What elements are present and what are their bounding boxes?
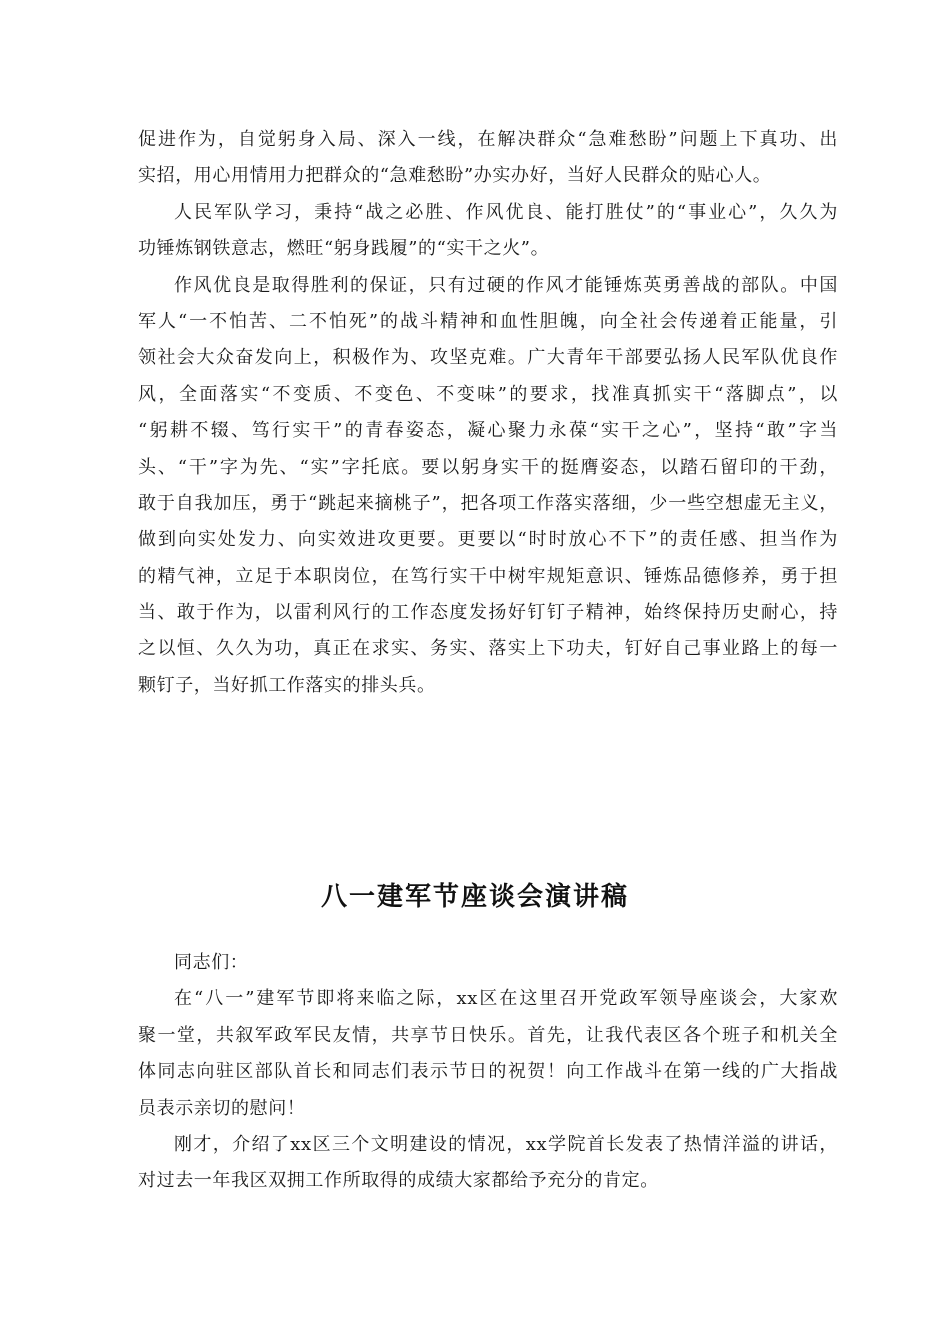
body-text-section-2 bbox=[138, 945, 838, 1200]
text-line: 对过去一年我区双拥工作所取得的成绩大家都给予充分的肯定。 bbox=[138, 1170, 659, 1192]
text-line: 实招，用心用情用力把群众的“急难愁盼”办实办好，当好人民群众的贴心人。 bbox=[138, 165, 772, 187]
document-title: 八一建军节座谈会演讲稿 bbox=[320, 882, 629, 912]
text-line: 员表示亲切的慰问！ bbox=[138, 1097, 306, 1119]
paragraph-start-line: 在“八一”建军节即将来临之际，xx区在这里召开党政军领导座谈会，大家欢 bbox=[174, 988, 838, 1010]
paragraph-start-line: 刚才，介绍了xx区三个文明建设的情况，xx学院首长发表了热情洋溢的讲话， bbox=[174, 1133, 838, 1155]
paragraph-start-line: 作风优良是取得胜利的保证，只有过硬的作风才能锤炼英勇善战的部队。中国 bbox=[174, 274, 838, 296]
text-line: 聚一堂，共叙军政军民友情，共享节日快乐。首先，让我代表区各个班子和机关全 bbox=[138, 1024, 838, 1046]
text-line: 之以恒、久久为功，真正在求实、务实、落实上下功夫，钉好自己事业路上的每一 bbox=[138, 638, 838, 660]
text-line: 体同志向驻区部队首长和同志们表示节日的祝贺！向工作战斗在第一线的广大指战 bbox=[138, 1061, 838, 1083]
body-text-section-1 bbox=[138, 122, 838, 704]
paragraph-start-line: 人民军队学习，秉持“战之必胜、作风优良、能打胜仗”的“事业心”，久久为 bbox=[174, 201, 838, 223]
text-line: 当、敢于作为，以雷利风行的工作态度发扬好钉钉子精神，始终保持历史耐心，持 bbox=[138, 602, 838, 624]
salutation-line: 同志们： bbox=[174, 952, 249, 973]
text-line: 头、“干”字为先、“实”字托底。要以躬身实干的挺膺姿态，以踏石留印的干劲， bbox=[138, 456, 838, 478]
text-line: 军人“一不怕苦、二不怕死”的战斗精神和血性胆魄，向全社会传递着正能量，引 bbox=[138, 310, 838, 332]
text-line: “躬耕不辍、笃行实干”的青春姿态，凝心聚力永葆“实干之心”，坚持“敢”字当 bbox=[138, 420, 838, 442]
text-line: 敢于自我加压，勇于“跳起来摘桃子”，把各项工作落实落细，少一些空想虚无主义， bbox=[138, 492, 838, 514]
text-line: 领社会大众奋发向上，积极作为、攻坚克难。广大青年干部要弘扬人民军队优良作 bbox=[138, 347, 838, 369]
text-line: 风，全面落实“不变质、不变色、不变味”的要求，找准真抓实干“落脚点”，以 bbox=[138, 383, 838, 405]
text-line: 功锤炼钢铁意志，燃旺“躬身践履”的“实干之火”。 bbox=[138, 238, 550, 260]
text-line: 颗钉子，当好抓工作落实的排头兵。 bbox=[138, 674, 436, 696]
text-line: 促进作为，自觉躬身入局、深入一线，在解决群众“急难愁盼”问题上下真功、出 bbox=[138, 129, 838, 150]
text-line: 的精气神，立足于本职岗位，在笃行实干中树牢规矩意识、锤炼品德修养，勇于担 bbox=[138, 565, 838, 587]
text-line: 做到向实处发力、向实效进攻更要。更要以“时时放心不下”的责任感、担当作为 bbox=[138, 529, 838, 551]
